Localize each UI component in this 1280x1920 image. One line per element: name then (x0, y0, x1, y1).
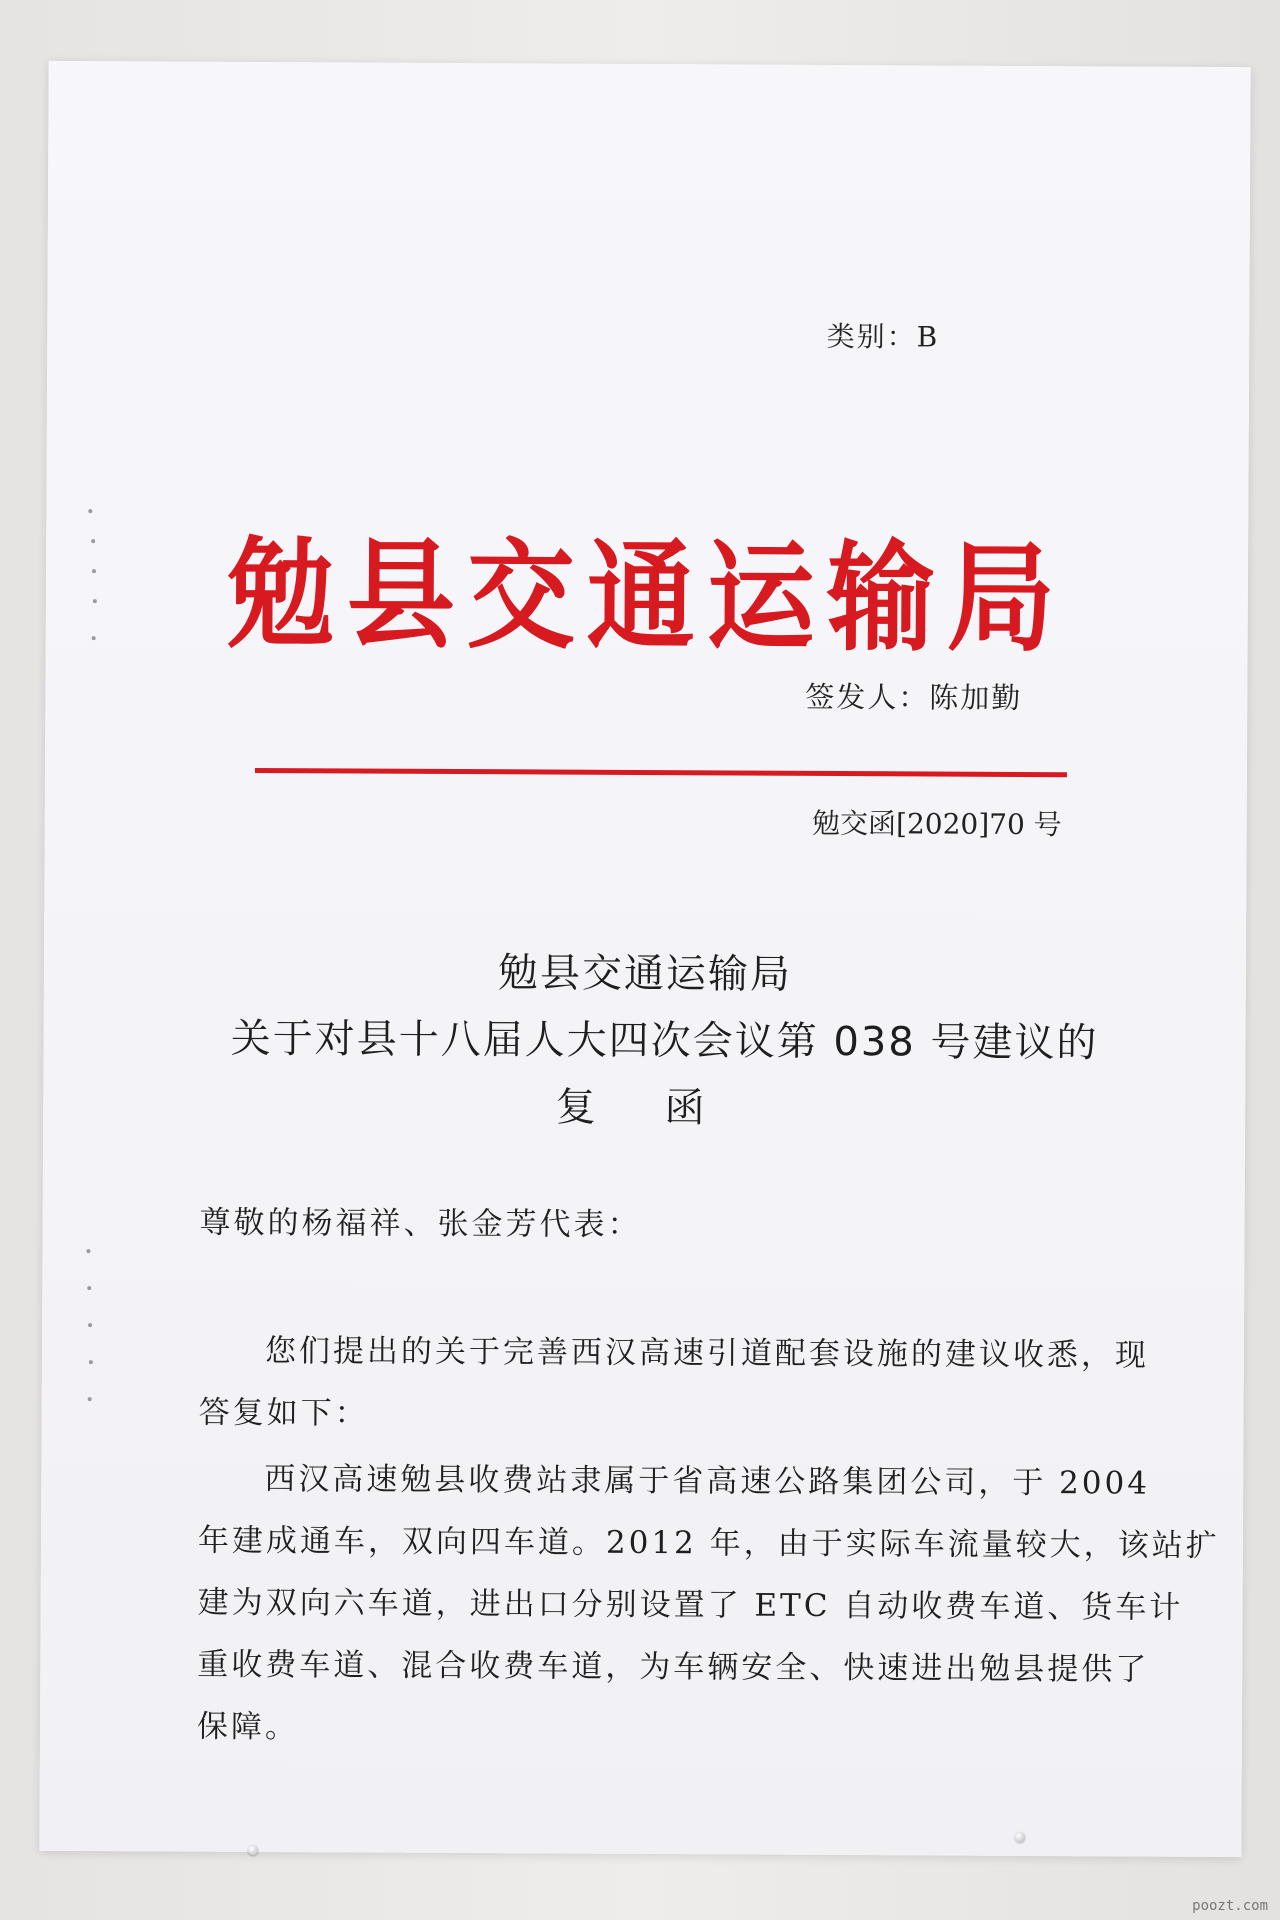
punch-mark (88, 1397, 92, 1401)
paragraph-line: 重收费车道、混合收费车道，为车辆安全、快速进出勉县提供了 (197, 1646, 1150, 1688)
site-watermark: poozt.com (1192, 1898, 1268, 1914)
document-number: 勉交函[2020]70 号 (811, 806, 1062, 842)
title-line-organization: 勉县交通运输局 (497, 950, 793, 998)
paragraph-line: 您们提出的关于完善西汉高速引道配套设施的建议收悉，现 (264, 1333, 1150, 1374)
red-divider-rule (255, 768, 1067, 777)
paragraph-toll-station (196, 1448, 1220, 1763)
document-page (39, 61, 1250, 1857)
paragraph-line: 答复如下： (198, 1394, 369, 1432)
title-line-subject: 关于对县十八届人大四次会议第 038 号建议的 (230, 1015, 1099, 1067)
punch-mark (89, 1360, 93, 1364)
paragraph-line: 保障。 (196, 1708, 300, 1746)
punch-mark (87, 1286, 91, 1290)
punch-mark (88, 1323, 92, 1327)
paragraph-acknowledgement (198, 1320, 1150, 1449)
paragraph-line: 建为双向六车道，进出口分别设置了 ETC 自动收费车道、货车计 (197, 1584, 1184, 1626)
document-category: 类别：B (826, 319, 940, 354)
paragraph-line: 年建成通车，双向四车道。2012 年，由于实际车流量较大，该站扩 (197, 1522, 1220, 1565)
push-pin-icon (1015, 1832, 1025, 1842)
punch-mark (86, 1249, 90, 1253)
issuing-organization-header: 勉县交通运输局 (226, 525, 1068, 669)
signer-line: 签发人：陈加勤 (805, 679, 1023, 715)
push-pin-icon (248, 1845, 258, 1855)
title-line-reply: 复 函 (555, 1084, 733, 1132)
paragraph-line: 西汉高速勉县收费站隶属于省高速公路集团公司，于 2004 (264, 1461, 1151, 1502)
salutation: 尊敬的杨福祥、张金芳代表： (199, 1204, 642, 1243)
